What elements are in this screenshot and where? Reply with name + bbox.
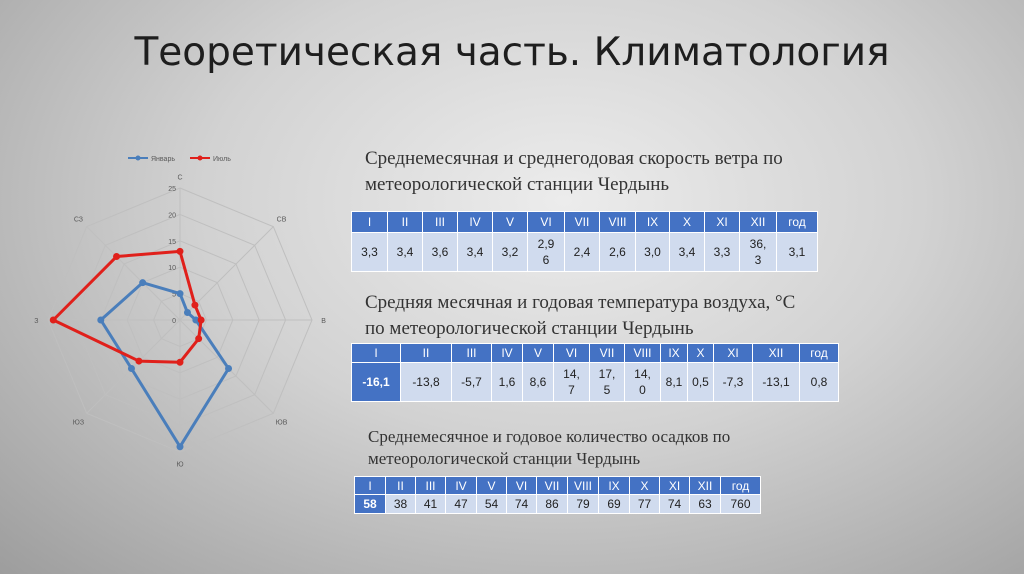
table-cell-text: 3,2 [501, 245, 519, 259]
table-cell [705, 233, 740, 272]
table-cell [528, 233, 565, 272]
table-cell [477, 495, 507, 514]
table-cell-text: 74 [667, 497, 682, 511]
temperature-table [351, 343, 839, 402]
table-cell [537, 495, 568, 514]
table-cell [401, 363, 452, 402]
temperature-heading [365, 290, 795, 342]
category-label: ЮЗ [72, 419, 85, 427]
table-cell-text: 6 [542, 253, 550, 267]
series-point [184, 310, 190, 316]
category-label: СЗ [73, 216, 84, 224]
table-cell-text: 5 [603, 383, 611, 397]
category-label: З [34, 318, 39, 325]
table-cell-text: 17, [598, 367, 616, 381]
table-cell-text: -16,1 [362, 375, 390, 389]
table-cell-text: 14, [634, 367, 651, 381]
series-point [192, 302, 198, 308]
table-header-cell: VIII [600, 212, 636, 233]
table-header-row [352, 212, 818, 233]
category-label: В [321, 318, 326, 325]
table-cell [386, 495, 416, 514]
table-cell [388, 233, 423, 272]
table-header-cell: VII [565, 212, 600, 233]
table-header-cell: XI [714, 344, 753, 363]
table-cell-text: 3,6 [431, 245, 449, 259]
table-row [355, 495, 761, 514]
table-cell [568, 495, 599, 514]
table-cell [660, 495, 690, 514]
table-cell-text: 36, [749, 237, 767, 251]
table-cell [355, 495, 386, 514]
table-cell-text: 3,0 [644, 245, 661, 259]
table-cell-text: 7 [568, 383, 575, 397]
table-header-cell: X [630, 477, 660, 495]
series-point [177, 248, 183, 254]
table-cell [352, 233, 388, 272]
slide-title: Теоретическая часть. Климатология [134, 30, 890, 75]
table-cell-text: 79 [576, 497, 590, 511]
table-cell [740, 233, 777, 272]
table-cell-text: 2,4 [573, 245, 591, 259]
table-cell [599, 495, 630, 514]
tick-label: 0 [172, 318, 176, 325]
table-cell-text: 74 [514, 497, 529, 511]
table-cell-text: 14, [563, 367, 580, 381]
table-header-cell: V [523, 344, 554, 363]
table-cell-text: 3,3 [713, 245, 731, 259]
series-line [101, 283, 229, 447]
table-header-cell: IV [492, 344, 523, 363]
precipitation-heading-line2: метеорологической станции Чердынь [368, 449, 641, 468]
table-header-cell: IX [599, 477, 630, 495]
table-header-row [352, 344, 839, 363]
table-cell-text: 86 [545, 497, 559, 511]
table-header-cell: II [386, 477, 416, 495]
table-header-cell: XII [753, 344, 800, 363]
precipitation-table [354, 476, 761, 514]
table-cell-text: -7,3 [722, 375, 744, 389]
table-cell [554, 363, 590, 402]
category-label: С [177, 174, 183, 182]
table-cell [630, 495, 660, 514]
table-header-cell: III [416, 477, 446, 495]
wind-rose-chart [20, 150, 350, 480]
table-cell [452, 363, 492, 402]
table-cell [458, 233, 493, 272]
table-header-cell: XII [740, 212, 777, 233]
table-header-cell: VI [528, 212, 565, 233]
table-cell-text: 47 [454, 497, 468, 511]
table-cell [688, 363, 714, 402]
table-header-cell: IV [458, 212, 493, 233]
table-cell-text: 1,6 [498, 375, 516, 389]
table-cell [636, 233, 670, 272]
category-label: Ю [176, 461, 184, 469]
table-header-cell: X [688, 344, 714, 363]
table-header-cell: III [423, 212, 458, 233]
wind-speed-heading-line1: Среднемесячная и среднегодовая скорость ветра по [365, 148, 783, 169]
series-point [196, 336, 202, 342]
table-cell-text: 760 [730, 497, 751, 511]
table-cell [721, 495, 761, 514]
table-cell [753, 363, 800, 402]
table-cell [690, 495, 721, 514]
table-row [352, 363, 839, 402]
table-cell-text: 54 [484, 497, 499, 511]
temperature-heading-line2: по метеорологической станции Чердынь [365, 318, 694, 339]
table-header-cell: год [777, 212, 818, 233]
table-header-cell: VII [590, 344, 625, 363]
series-point [50, 317, 56, 323]
series-point [198, 317, 204, 323]
table-cell [523, 363, 554, 402]
table-cell-text: -5,7 [461, 375, 482, 389]
table-cell-text: -13,1 [762, 375, 790, 389]
table-cell [625, 363, 661, 402]
table-cell [492, 363, 523, 402]
temperature-heading-line1: Средняя месячная и годовая температура воздуха, °С [365, 292, 796, 313]
table-header-cell: VI [507, 477, 537, 495]
table-cell-text: 0,8 [810, 375, 828, 389]
table-cell-text: 0,5 [692, 375, 709, 389]
table-cell [600, 233, 636, 272]
table-cell-text: 63 [698, 497, 712, 511]
series-point [226, 366, 232, 372]
tick-label: 15 [168, 238, 176, 246]
table-row [352, 233, 818, 272]
tick-label: 5 [172, 291, 176, 299]
table-header-cell: VIII [625, 344, 661, 363]
series-point [114, 254, 120, 260]
table-cell [352, 363, 401, 402]
table-cell-text: 3,4 [396, 245, 414, 259]
tick-label: 25 [168, 186, 176, 193]
tick-label: 20 [168, 212, 176, 220]
table-cell-text: 2,6 [609, 245, 626, 259]
table-cell [670, 233, 705, 272]
table-header-cell: IX [661, 344, 688, 363]
table-cell-text: 8,6 [529, 375, 547, 389]
table-cell [416, 495, 446, 514]
series-point [177, 359, 183, 365]
table-cell-text: 77 [637, 497, 652, 511]
table-header-cell: IX [636, 212, 670, 233]
table-cell-text: 8,1 [665, 375, 683, 389]
table-header-cell: XI [705, 212, 740, 233]
table-cell [565, 233, 600, 272]
table-header-cell: X [670, 212, 705, 233]
table-header-cell: V [477, 477, 507, 495]
table-header-cell: I [352, 212, 388, 233]
table-cell [446, 495, 477, 514]
table-cell-text: 0 [639, 383, 646, 397]
legend-marker [136, 156, 141, 161]
table-header-cell: II [388, 212, 423, 233]
wind-speed-heading-line2: метеорологической станции Чердынь [365, 174, 670, 195]
table-header-cell: год [721, 477, 761, 495]
table-cell [590, 363, 625, 402]
table-cell [661, 363, 688, 402]
precipitation-heading-line1: Среднемесячное и годовое количество осадков по [368, 427, 731, 446]
table-cell-text: 3 [754, 253, 762, 267]
series-point [140, 280, 146, 286]
table-cell-text: -13,8 [412, 375, 440, 389]
table-cell-text: 69 [607, 497, 621, 511]
table-header-cell: V [493, 212, 528, 233]
table-cell-text: 41 [423, 497, 438, 511]
legend-marker [198, 156, 203, 161]
table-header-cell: II [401, 344, 452, 363]
table-cell-text: 3,1 [788, 245, 806, 259]
table-cell-text: 3,4 [466, 245, 484, 259]
table-cell-text: 58 [363, 497, 377, 511]
table-cell-text: 3,3 [361, 245, 378, 259]
table-cell-text: 2,9 [537, 237, 555, 251]
series-point [177, 291, 183, 297]
wind-speed-heading [365, 146, 783, 198]
table-header-cell: VIII [568, 477, 599, 495]
table-header-cell: VII [537, 477, 568, 495]
table-cell [507, 495, 537, 514]
table-cell [493, 233, 528, 272]
table-header-cell: I [355, 477, 386, 495]
table-header-cell: год [800, 344, 839, 363]
legend-label: Июль [213, 156, 231, 163]
precipitation-heading [368, 426, 730, 470]
table-header-cell: IV [446, 477, 477, 495]
table-header-cell: XII [690, 477, 721, 495]
series-point [128, 366, 134, 372]
series-point [136, 358, 142, 364]
tick-label: 10 [168, 265, 176, 273]
table-header-row [355, 477, 761, 495]
table-cell [777, 233, 818, 272]
series-point [177, 444, 183, 450]
table-header-cell: VI [554, 344, 590, 363]
table-cell [714, 363, 753, 402]
table-cell-text: 3,4 [678, 245, 696, 259]
table-cell [800, 363, 839, 402]
table-header-cell: I [352, 344, 401, 363]
category-label: ЮВ [275, 419, 288, 427]
category-label: СВ [276, 216, 287, 224]
table-header-cell: XI [660, 477, 690, 495]
legend-label: Январь [151, 156, 175, 163]
table-cell-text: 38 [393, 497, 408, 511]
table-header-cell: III [452, 344, 492, 363]
series-point [98, 317, 104, 323]
table-cell [423, 233, 458, 272]
wind-speed-table [351, 211, 818, 272]
